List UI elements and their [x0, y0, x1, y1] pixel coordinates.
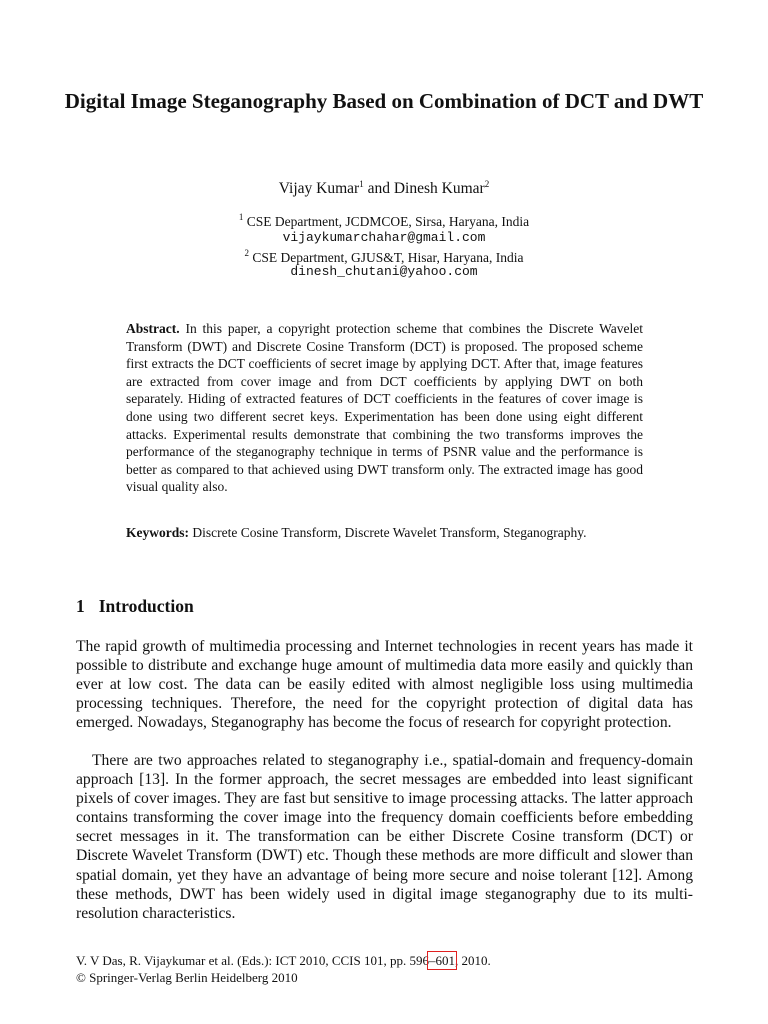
abstract-label: Abstract. — [126, 321, 180, 336]
affiliation-1 — [0, 209, 768, 230]
abstract — [126, 320, 643, 496]
abstract-text: In this paper, a copyright protection scheme that combines the Discrete Wavelet Transform (DWT) and Discrete Cosine Transform (DCT) is proposed. The proposed scheme first extracts the DCT coefficients of secret image by applying DCT. After that, image features are extracted from cover image and from DCT coefficients by applying DWT on both separately. Hiding of extracted features of DCT coefficients in the features of cover image is done using two different secret keys. Experimentation has been done using eight different attacks. Experimental results demonstrate that combining the two transforms improves the performance of the steganography technique in terms of PSNR value and the performance is better as compared to that achieved using DWT transform only. The extracted image has good visual quality also. — [126, 321, 644, 495]
author-2: Dinesh Kumar — [393, 180, 485, 197]
intro-paragraph-2: There are two approaches related to steganography i.e., spatial-domain and frequency-domain approach [13]. In the former approach, the secret messages are embedded into least significant pixels of cover images. They are fast but sensitive to image processing attacks. The latter approach contains transforming the cover image into the frequency domain coefficients before embedding secret messages in it. The transformation can be either Discrete Cosine transform (DCT) or Discrete Wavelet Transform (DWT) etc. Though these methods are more difficult and slower than spatial domain, yet they have an advantage of being more secure and noise tolerant [12]. Among these methods, DWT has been widely used in digital image steganography due to its multi-resolution characteristics. — [76, 752, 693, 922]
citation-year: , 2010. — [455, 953, 491, 968]
author-conjunction: and — [363, 180, 394, 197]
affiliation-1-dept: CSE Department, JCDMCOE, Sirsa, Haryana, India — [243, 214, 530, 229]
author-1: Vijay Kumar — [278, 180, 360, 197]
footer-citation — [76, 953, 696, 970]
affiliation-2-sup: 2 — [244, 248, 250, 258]
section-number: 1 — [76, 596, 85, 616]
affiliation-1-sup: 1 — [238, 212, 244, 222]
footer — [76, 953, 696, 986]
affiliation-2-dept: CSE Department, GJUS&T, Hisar, Haryana, India — [249, 250, 524, 265]
citation-text: V. V Das, R. Vijaykumar et al. (Eds.): ICT 2010, CCIS 101, pp. 596 — [76, 953, 429, 968]
paper-title: Digital Image Steganography Based on Combination of DCT and DWT — [64, 89, 704, 113]
footer-copyright: © Springer-Verlag Berlin Heidelberg 2010 — [76, 969, 298, 985]
author-line — [0, 174, 768, 199]
affiliation-2-email: dinesh_chutani@yahoo.com — [290, 264, 478, 279]
affiliation-1-email: vijaykumarchahar@gmail.com — [282, 230, 486, 245]
author-2-sup: 2 — [484, 179, 490, 189]
section-title: Introduction — [98, 596, 194, 616]
keywords-text: Discrete Cosine Transform, Discrete Wavelet Transform, Steganography. — [192, 525, 587, 540]
intro-paragraph-1: The rapid growth of multimedia processing and Internet technologies in recent years has made it possible to distribute and exchange huge amount of multimedia data more easily and quickly than ever at low cost. The data can be easily edited with almost negligible loss using multimedia processing techniques. Therefore, the need for the copyright protection of digital data has emerged. Nowadays, Steganography has become the focus of research for copyright protection. — [76, 638, 693, 732]
author-1-sup: 1 — [359, 179, 364, 189]
keywords — [126, 524, 643, 542]
section-heading — [76, 595, 194, 617]
keywords-label: Keywords: — [126, 525, 189, 540]
page-range-highlight: –601 — [429, 953, 455, 968]
